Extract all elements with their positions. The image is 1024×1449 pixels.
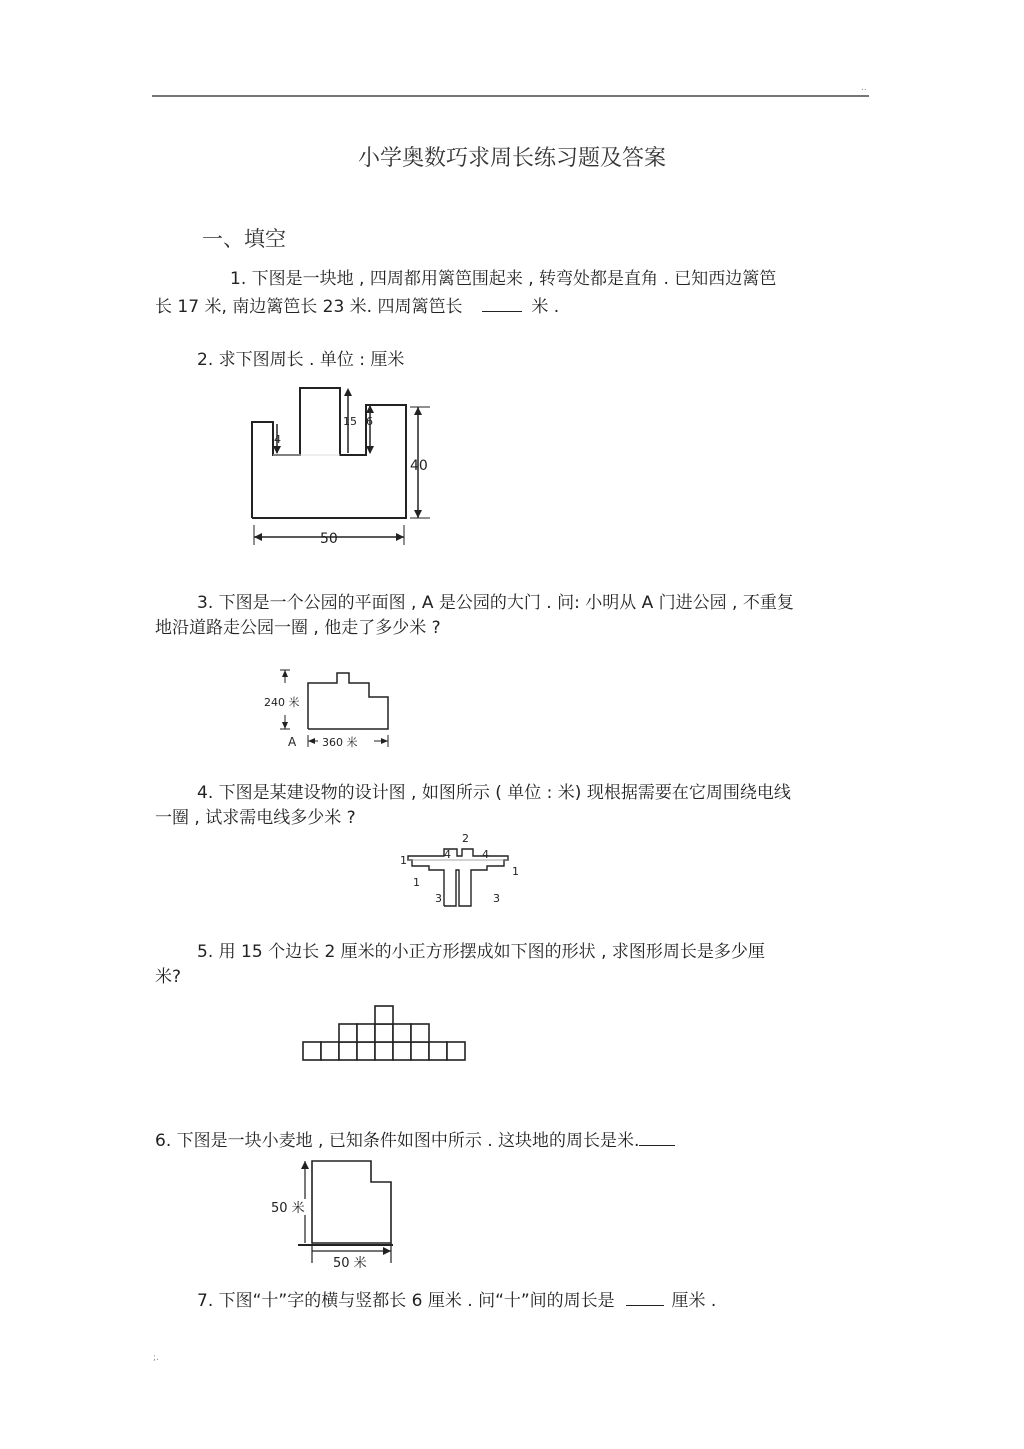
q2-label-6: 6 — [366, 415, 373, 428]
q4-label-right3: 3 — [493, 892, 500, 905]
q6-figure — [265, 1155, 405, 1275]
q5-square — [393, 1024, 411, 1042]
q1-answer-blank[interactable] — [482, 297, 522, 312]
q5-square — [357, 1042, 375, 1060]
q5-square — [447, 1042, 465, 1060]
q4-figure — [398, 828, 533, 910]
q4-label-left3: 3 — [435, 892, 442, 905]
q7-text — [197, 1286, 716, 1311]
corner-mark: .. — [861, 83, 867, 93]
q1-line1: 1. 下图是一块地 , 四周都用篱笆围起来 , 转弯处都是直角 . 已知西边篱笆 — [230, 269, 777, 289]
q3-arrowhead — [308, 738, 315, 744]
q5-square — [339, 1024, 357, 1042]
q3-arrowhead — [282, 670, 288, 677]
q5-square — [375, 1024, 393, 1042]
q6-arrowhead — [383, 1247, 391, 1255]
header-rule — [152, 95, 869, 97]
q4-label-top: 2 — [462, 832, 469, 845]
q5-square — [375, 1006, 393, 1024]
q3-arrowhead — [282, 722, 288, 729]
q6-label-height: 50 米 — [271, 1201, 305, 1216]
q2-arrowhead — [414, 510, 422, 518]
q4-label-left1: 1 — [400, 854, 407, 867]
q4-label-left1b: 1 — [413, 876, 420, 889]
q5-line1: 5. 用 15 个边长 2 厘米的小正方形摆成如下图的形状 , 求图形周长是多少厘 — [197, 942, 765, 962]
q5-square — [339, 1042, 357, 1060]
q3-label-width: 360 米 — [322, 736, 358, 749]
q7-text-body: 7. 下图“十”字的横与竖都长 6 厘米 . 问“十”间的周长是 — [197, 1291, 615, 1311]
q5-square — [429, 1042, 447, 1060]
page-title: 小学奥数巧求周长练习题及答案 — [357, 146, 666, 171]
q6-text-body: 6. 下图是一块小麦地 , 已知条件如图中所示 . 这块地的周长是米. — [155, 1131, 640, 1151]
q5-square — [411, 1042, 429, 1060]
q2-arrowhead — [414, 407, 422, 415]
q5-line2: 米? — [155, 967, 182, 987]
q6-text — [155, 1126, 675, 1151]
q4-line2: 一圈 , 试求需电线多少米 ? — [155, 808, 356, 828]
q2-arrowhead — [273, 446, 281, 454]
q6-answer-blank[interactable] — [639, 1131, 675, 1146]
q3-line2: 地沿道路走公园一圈 , 他走了多少米 ? — [155, 618, 441, 638]
q3-figure — [260, 665, 400, 750]
q7-text-unit: 厘米 . — [671, 1291, 717, 1311]
q2-figure — [240, 380, 450, 555]
q4-line1: 4. 下图是某建设物的设计图 , 如图所示 ( 单位 : 米) 现根据需要在它周围绕电线 — [197, 783, 791, 803]
q5-square — [411, 1024, 429, 1042]
q1-line2-unit: 米 . — [531, 297, 560, 317]
q5-figure — [300, 1004, 470, 1064]
q7-answer-blank[interactable] — [626, 1291, 664, 1306]
q2-outline — [252, 388, 406, 518]
q6-outline — [312, 1161, 391, 1243]
q5-square — [357, 1024, 375, 1042]
footer-mark: ;. — [153, 1353, 159, 1363]
q2-arrowhead — [366, 446, 374, 454]
q1-line2-text: 长 17 米, 南边篱笆长 23 米. 四周篱笆长 — [155, 297, 463, 317]
q5-square — [321, 1042, 339, 1060]
q3-label-height: 240 米 — [264, 696, 300, 709]
q4-label-right1: 1 — [512, 865, 519, 878]
q5-square — [303, 1042, 321, 1060]
q2-text: 2. 求下图周长 . 单位 : 厘米 — [197, 350, 405, 370]
q2-label-15: 15 — [343, 415, 357, 428]
q4-label-left4: 4 — [444, 848, 451, 861]
q2-arrowhead — [344, 388, 352, 396]
q3-label-gate: A — [288, 735, 297, 749]
q2-arrowhead — [366, 405, 374, 413]
section-heading: 一、填空 — [202, 227, 286, 251]
q2-label-40: 40 — [410, 458, 428, 474]
q3-line1: 3. 下图是一个公园的平面图 , A 是公园的大门 . 问: 小明从 A 门进公园 , 不重复 — [197, 593, 794, 613]
q2-label-4: 4 — [274, 433, 281, 446]
q5-square — [393, 1042, 411, 1060]
q2-arrowhead — [396, 533, 404, 541]
q5-square — [375, 1042, 393, 1060]
q6-arrowhead — [301, 1161, 309, 1169]
q2-arrowhead — [254, 533, 262, 541]
q3-arrowhead — [381, 738, 388, 744]
q6-label-width: 50 米 — [333, 1256, 367, 1271]
q3-outline — [308, 673, 388, 729]
q4-label-right4: 4 — [482, 848, 489, 861]
q2-label-50: 50 — [320, 531, 338, 547]
q1-line2 — [155, 292, 559, 317]
